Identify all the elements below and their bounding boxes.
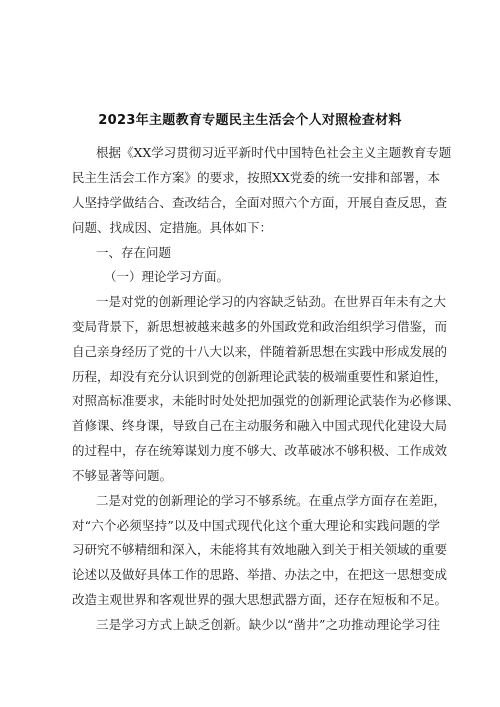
body-line: 对照高标准要求，未能时时处处把加强党的创新理论武装作为必修课、 bbox=[72, 393, 460, 408]
body-line: 的过程中，存在统筹谋划力度不够大、改革破冰不够积极、工作成效 bbox=[72, 443, 448, 458]
body-line: 对“六个必须坚持”以及中国式现代化这个重大理论和实践问题的学 bbox=[72, 518, 440, 533]
body-line: 根据《XX学习贯彻习近平新时代中国特色社会主义主题教育专题 bbox=[96, 145, 452, 160]
body-line: 习研究不够精细和深入，未能将其有效地融入到关于相关领域的重要 bbox=[72, 542, 448, 557]
body-line: 论述以及做好具体工作的思路、举措、办法之中，在把这一思想变成 bbox=[72, 567, 448, 582]
body-line: 改造主观世界和客观世界的强大思想武器方面，还存在短板和不足。 bbox=[72, 592, 448, 607]
body-line: 变局背景下，新思想被越来越多的外国政党和政治组织学习借鉴，而 bbox=[72, 319, 448, 334]
body-line: 问题、找成因、定措施。具体如下： bbox=[72, 220, 273, 235]
body-line: 一是对党的创新理论学习的内容缺乏钻劲。在世界百年未有之大 bbox=[96, 294, 447, 309]
body-line: 历程，却没有充分认识到党的创新理论武装的极端重要性和紧迫性， bbox=[72, 369, 448, 384]
body-line: 二是对党的创新理论的学习不够系统。在重点学方面存在差距， bbox=[96, 493, 447, 508]
document-title: 2023年主题教育专题民主生活会个人对照检查材料 bbox=[98, 113, 402, 128]
body-line: 人坚持学做结合、查改结合，全面对照六个方面，开展自查反思，查 bbox=[72, 195, 448, 210]
body-line: 三是学习方式上缺乏创新。缺少以“凿井”之功推动理论学习往 bbox=[96, 617, 440, 632]
body-line: 自己亲身经历了党的十八大以来，伴随着新思想在实践中形成发展的 bbox=[72, 344, 448, 359]
body-line: 不够显著等问题。 bbox=[72, 468, 173, 483]
body-line: 民主生活会工作方案》的要求，按照XX党委的统一安排和部署，本 bbox=[72, 170, 440, 185]
body-line: 首修课、终身课，导致自己在主动服务和融入中国式现代化建设大局 bbox=[72, 418, 448, 433]
section-heading: 一、存在问题 bbox=[96, 245, 172, 260]
subsection-heading: （一）理论学习方面。 bbox=[104, 269, 230, 284]
